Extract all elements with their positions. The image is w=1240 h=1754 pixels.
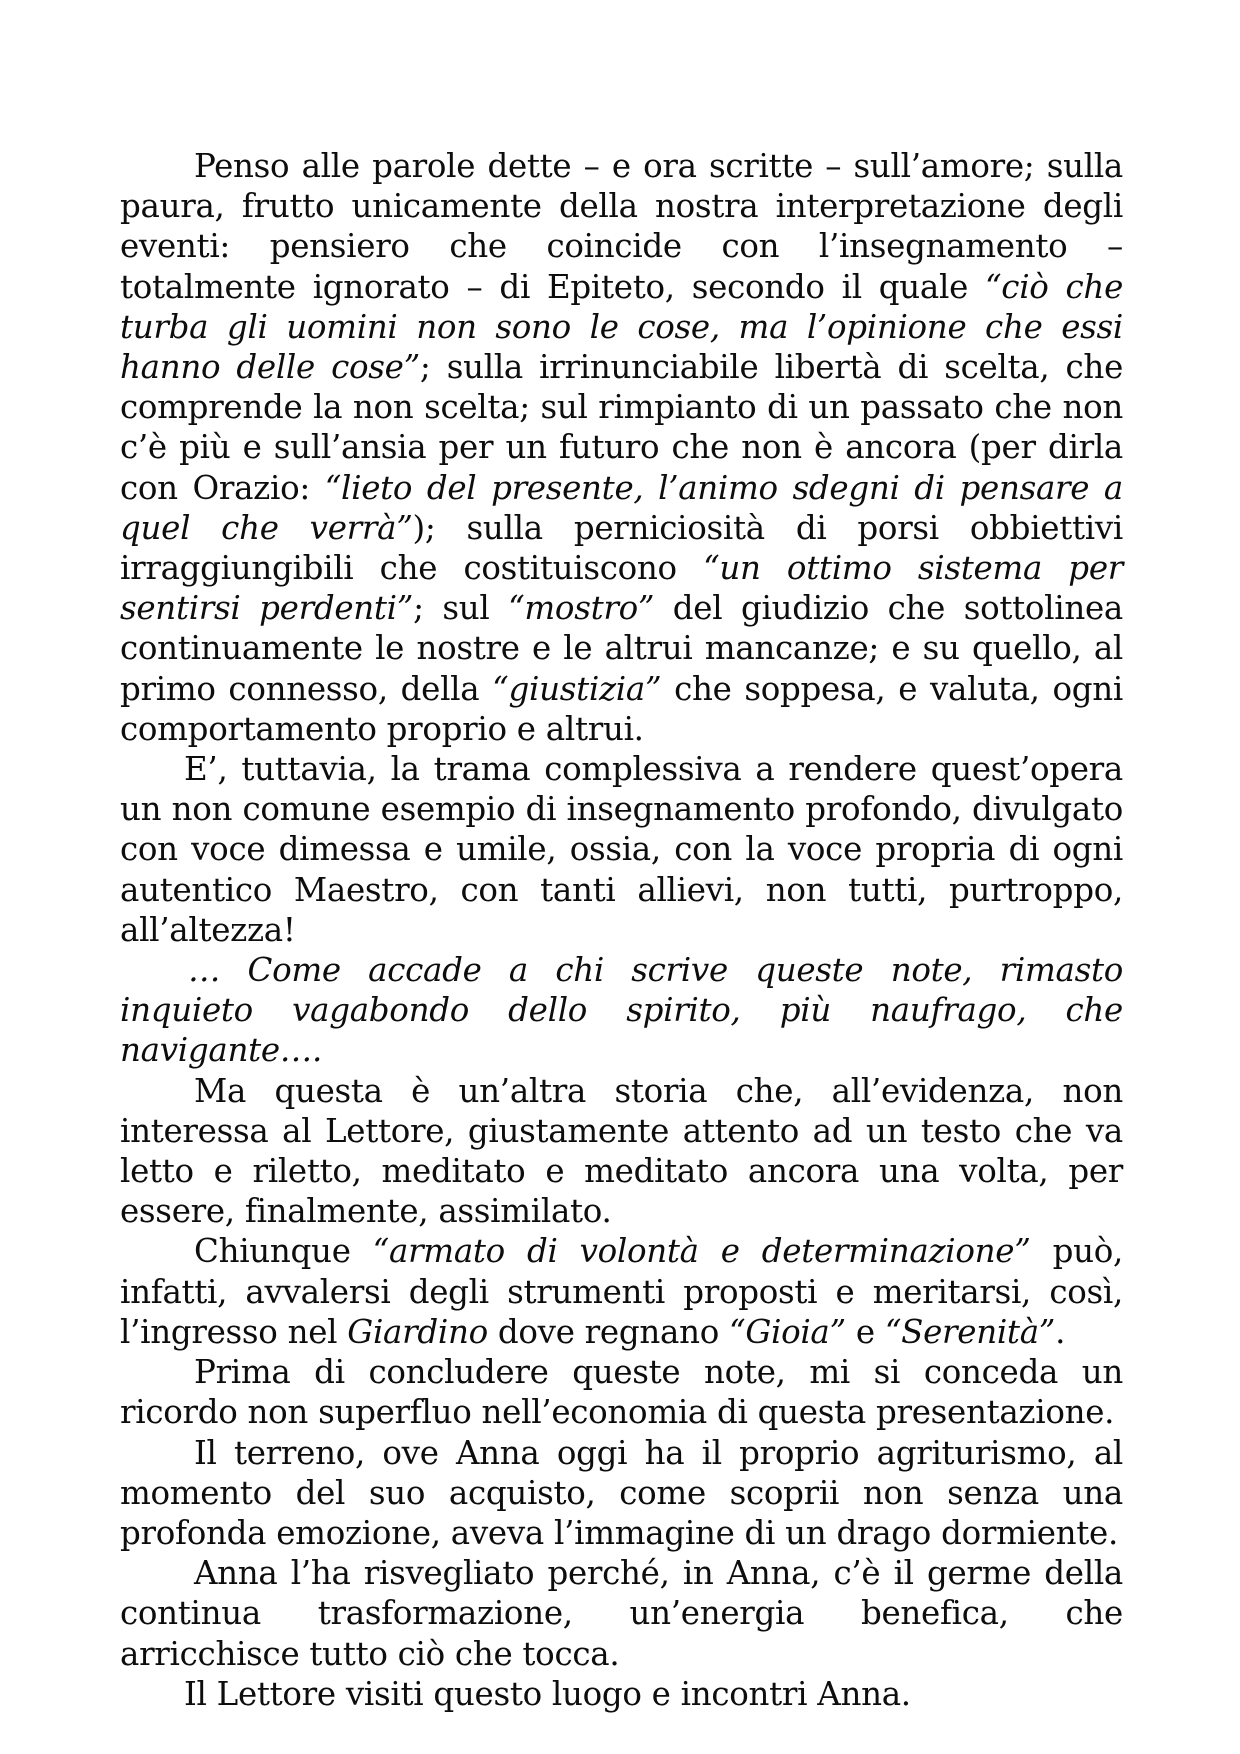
- text-span: ; sul: [413, 589, 509, 628]
- text-span: dove regnano: [487, 1312, 729, 1351]
- quote-gioia: “Gioia”: [729, 1312, 846, 1351]
- document-page: [120, 146, 1123, 1714]
- quote-epitteto: “ciò che turba gli uomini non sono le cose, ma l’opinione che essi hanno delle cose”: [120, 267, 1124, 387]
- quote-perdenti: “un ottimo sistema per sentirsi perdenti”: [120, 549, 1123, 628]
- text-span: Il terreno, ove Anna oggi ha il proprio agriturismo, al momento del suo acquisto, come scoprii non senza una profonda emozione, aveva l’immagine di un drago dormiente.: [120, 1433, 1123, 1552]
- text-span: .: [1055, 1312, 1066, 1351]
- paragraph-7: [120, 1433, 1123, 1554]
- paragraph-9: [120, 1674, 1123, 1714]
- text-span: ; sulla irrinunciabile libertà di scelta, che comprende la non scelta; sul rimpianto di un passato che non c’è più e sull’ansia per un futuro che non è ancora (per dirla con Orazio:: [120, 348, 1123, 507]
- text-span: Ma questa è un’altra storia che, all’evidenza, non interessa al Lettore, giustamente attento ad un testo che va letto e riletto, meditato e meditato ancora una volta, per essere, finalmente, assimilato.: [120, 1071, 1123, 1231]
- paragraph-6: [120, 1352, 1123, 1432]
- quote-serenita: “Serenità”: [884, 1312, 1056, 1351]
- paragraph-3: [120, 950, 1123, 1071]
- text-span: Prima di concludere queste note, mi si conceda un ricordo non superfluo nell’economia di questa presentazione.: [120, 1353, 1123, 1432]
- text-span: ); sulla perniciosità di porsi obbiettivi irraggiungibili che costituiscono: [120, 508, 1123, 588]
- text-span: che soppesa, e valuta, ogni comportamento proprio e altrui.: [120, 669, 1123, 748]
- quote-mostro: “mostro”: [508, 589, 655, 628]
- paragraph-1: [120, 146, 1123, 749]
- word-giardino: Giardino: [347, 1312, 488, 1351]
- text-span: Il Lettore visiti questo luogo e incontri Anna.: [184, 1674, 911, 1713]
- text-span: E’, tuttavia, la trama complessiva a rendere quest’opera un non comune esempio di insegnamento profondo, divulgato con voce dimessa e umile, ossia, con la voce propria di ogni autentico Maestro, con tanti allievi, non tutti, purtroppo, all’altezza!: [120, 750, 1123, 949]
- text-span: del giudizio che sottolinea continuamente le nostre e le altrui mancanze; e su quello, al primo connesso, della: [120, 589, 1123, 708]
- text-span: Chiunque: [194, 1232, 373, 1271]
- text-span: Anna l’ha risvegliato perché, in Anna, c’è il germe della continua trasformazione, un’energia benefica, che arricchisce tutto ciò che tocca.: [120, 1554, 1123, 1673]
- paragraph-4: [120, 1071, 1123, 1232]
- paragraph-2: [120, 749, 1123, 950]
- paragraph-8: [120, 1553, 1123, 1674]
- text-span: Penso alle parole dette – e ora scritte – sull’amore; sulla paura, frutto unicamente della nostra interpretazione degli eventi: pensiero che coincide con l’insegnamento – totalmente ignorato – di Epiteto, secondo il quale: [120, 147, 1123, 306]
- italic-aside: … Come accade a chi scrive queste note, rimasto inquieto vagabondo dello spirito, più naufrago, che navigante….: [120, 951, 1123, 1070]
- quote-orazio: “lieto del presente, l’animo sdegni di pensare a quel che verrà”: [120, 468, 1123, 547]
- text-span: può, infatti, avvalersi degli strumenti proposti e meritarsi, così, l’ingresso nel: [120, 1232, 1124, 1351]
- quote-volonta: “armato di volontà e determinazione”: [372, 1232, 1031, 1271]
- quote-giustizia: “giustizia”: [492, 669, 662, 708]
- paragraph-5: [120, 1231, 1123, 1352]
- text-span: e: [845, 1312, 885, 1351]
